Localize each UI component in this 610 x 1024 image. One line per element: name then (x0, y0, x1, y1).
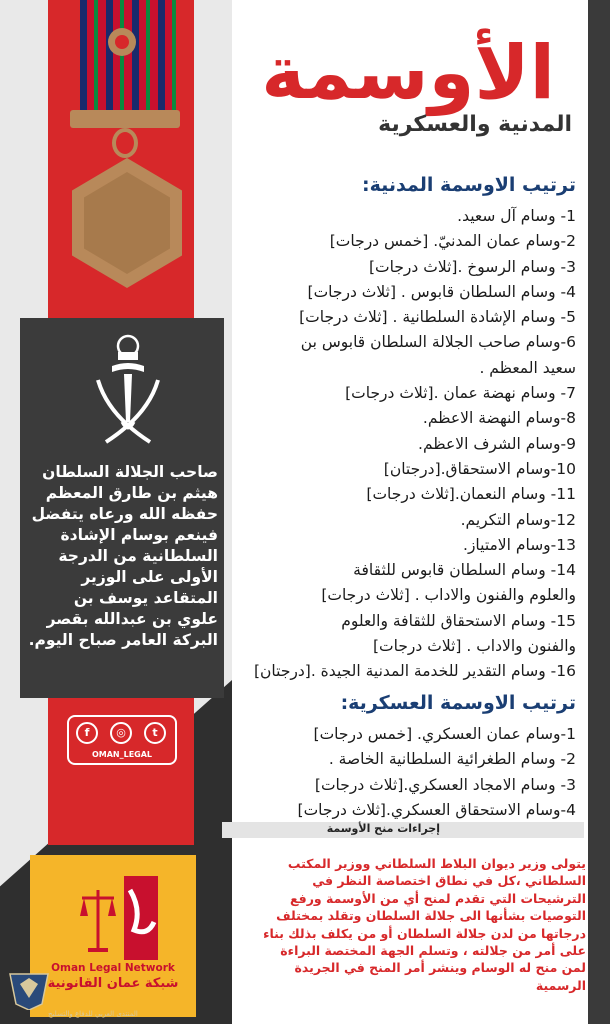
medal-ribbon (80, 0, 176, 110)
list-item: 11- وسام النعمان.[ثلاث درجات] (366, 485, 576, 504)
sultan-notice-text: صاحب الجلالة السلطان هيثم بن طارق المعظم حفظه الله ورعاه يتفضل فينعم بوسام الإشادة السلطانية من الدرجة الأولى على الوزير المتقاعد يوسف بن علوي بن عبدالله بقصر البركة العامر صباح اليوم. (28, 463, 218, 649)
list-item: والعلوم والفنون والاداب . [ثلاث درجات] (321, 586, 576, 605)
list-item: 10-وسام الاستحقاق.[درجتان] (383, 459, 576, 478)
list-item: 13-وسام الامتياز. (463, 535, 576, 554)
list-item: 8-وسام النهضة الاعظم. (422, 409, 576, 428)
list-item: 15- وسام الاستحقاق للثقافة والعلوم (341, 611, 576, 630)
list-item: 1- وسام آل سعيد. (457, 207, 576, 225)
medal-rosette (108, 28, 136, 56)
civil-orders-heading: ترتيب الاوسمة المدنية: (362, 174, 576, 196)
watermark-text: المنتدى العربي للدفاع والتسليح (48, 1010, 138, 1018)
list-item: 14- وسام السلطان قابوس للثقافة (353, 561, 576, 580)
facebook-icon[interactable]: f (76, 722, 98, 744)
list-item: 12-وسام التكريم. (460, 510, 576, 529)
list-item: 9-وسام الشرف الاعظم. (418, 434, 576, 453)
list-item: سعيد المعظم . (479, 358, 576, 377)
logo-name-en: Oman Legal Network (51, 962, 175, 974)
civil-orders-list (240, 204, 576, 685)
list-item: 2-وسام عمان المدنيّ. [خمس درجات] (329, 232, 576, 251)
military-orders-list (240, 722, 576, 823)
oman-emblem-icon (88, 330, 168, 450)
instagram-icon[interactable]: ◎ (110, 722, 132, 744)
procedures-text: يتولى وزير ديوان البلاط السلطاني ووزير المكتب السلطاني ،كل في نطاق اختصاصة النظر في الترشيحات التي تقدم لمنح أي من الأوسمة ورفع التوصيات بشأنها الى جلالة السلطان وتقلد بمختلف درجاتها من لدن جلالة السلطان أو من يكلف بذلك بناء على أمر من جلالته ، وتسلم الجهة المختصة البراءة لمن منح له الوسام وينشر أمر المنح في الجريدة الرسمية (263, 856, 586, 993)
list-item: 2- وسام الطغرائية السلطانية الخاصة . (328, 750, 576, 769)
list-item: 3- وسام الامجاد العسكري.[ثلاث درجات] (314, 775, 576, 794)
medal-ring (112, 128, 138, 158)
social-handle[interactable]: OMAN_LEGAL (91, 750, 153, 759)
military-orders-heading: ترتيب الاوسمة العسكرية: (340, 692, 576, 714)
twitter-icon[interactable]: t (144, 722, 166, 744)
list-item: والفنون والاداب . [ثلاث درجات] (372, 637, 576, 656)
page-subtitle: المدنية والعسكرية (378, 112, 572, 137)
list-item: 6-وسام صاحب الجلالة السلطان قابوس بن (300, 333, 576, 352)
forum-badge-icon (6, 964, 52, 1010)
procedures-label: إجراءات منح الأوسمة (326, 822, 440, 835)
logo-name-ar: شبكة عمان القانونية (47, 976, 179, 991)
list-item: 5- وسام الإشادة السلطانية . [ثلاث درجات] (299, 308, 576, 327)
list-item: 3- وسام الرسوخ .[ثلاث درجات] (368, 257, 576, 276)
page-title (261, 28, 555, 118)
right-edge-shadow (588, 0, 610, 1024)
page-title-text: الأوسمة (261, 30, 555, 116)
list-item: 7- وسام نهضة عمان .[ثلاث درجات] (345, 384, 576, 403)
list-item: 4-وسام الاستحقاق العسكري.[ثلاث درجات] (297, 800, 576, 819)
list-item: 1-وسام عمان العسكري. [خمس درجات] (313, 725, 576, 743)
list-item: 4- وسام السلطان قابوس . [ثلاث درجات] (307, 282, 576, 301)
medal-bar (70, 110, 180, 128)
scales-of-justice-icon (78, 870, 160, 960)
list-item: 16- وسام التقدير للخدمة المدنية الجيدة .[درجتان] (253, 662, 576, 681)
